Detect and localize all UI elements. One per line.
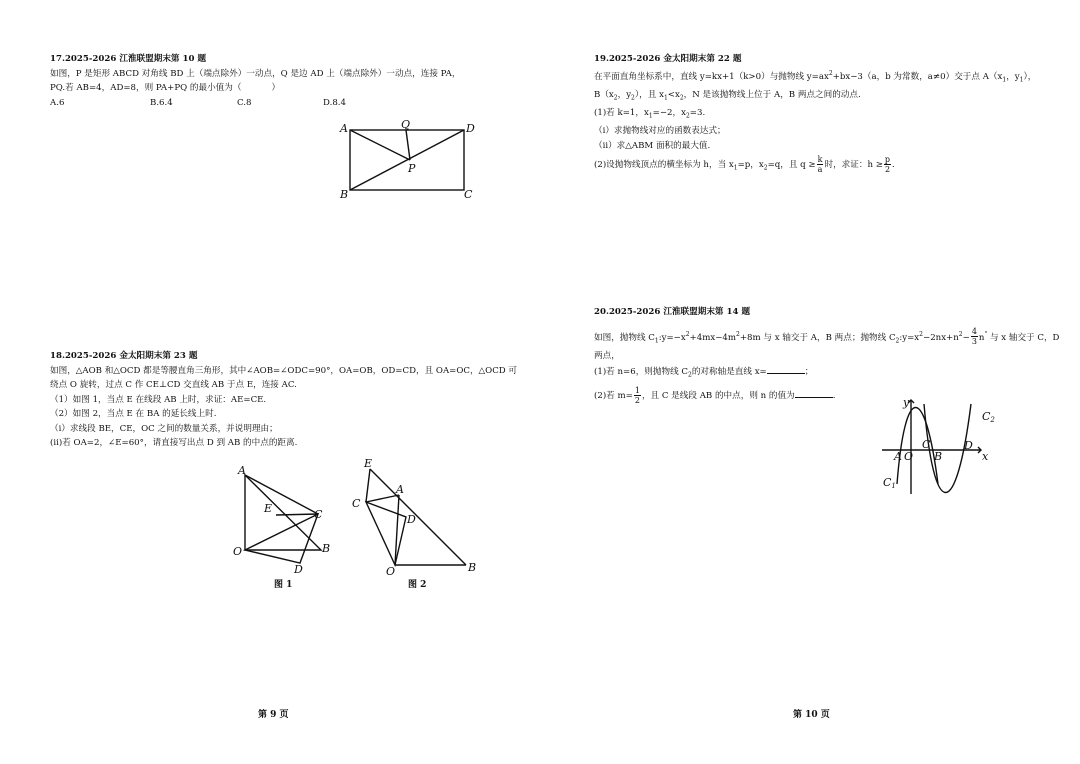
q20-label-y: y	[903, 396, 910, 409]
q19-line4: （i）求抛物线对应的函数表达式；	[594, 126, 726, 137]
q17-label-a: A	[340, 122, 348, 135]
q18-figure-2	[348, 457, 488, 592]
page-number-9: 第 9 页	[258, 710, 289, 720]
q20-label-a: A	[894, 450, 902, 463]
option-b: B.6.4	[150, 97, 173, 108]
option-d: D.8.4	[323, 97, 346, 108]
page-number-10: 第 10 页	[793, 710, 830, 720]
q20-label-x: x	[982, 450, 989, 463]
q19-line5: （ii）求△ABM 面积的最大值.	[594, 140, 711, 151]
question-20	[594, 305, 1059, 405]
q17-line1: 如图，P 是矩形 ABCD 对角线 BD 上（端点除外）一动点，Q 是边 AD 上（端点除外）一动点，连接 PA，	[50, 68, 461, 79]
q18-line1: 如图，△AOB 和△OCD 都是等腰直角三角形，其中∠AOB=∠ODC=90°，OA=OB，OD=CD，且 OA=OC，△OCD 可	[50, 365, 518, 376]
q18-figure-1	[228, 460, 348, 592]
q20-line2: 两点，	[594, 350, 620, 361]
fig1-label-e: E	[264, 502, 273, 515]
fig1-label-a: A	[238, 464, 246, 477]
q20-label-c2: C2	[982, 410, 995, 424]
q17-label-p: P	[408, 162, 416, 175]
q18-line5: （i）求线段 BE，CE，OC 之间的数量关系，并说明理由；	[50, 423, 278, 434]
q20-header: 20.2025-2026 江淮联盟期末第 14 题	[594, 307, 751, 317]
q20-label-d: D	[964, 439, 973, 452]
page-10	[540, 0, 1080, 764]
fig1-caption: 图 1	[274, 580, 293, 590]
fig2-label-c: C	[352, 497, 361, 510]
question-18	[50, 349, 517, 451]
question-17	[50, 52, 460, 110]
question-19	[594, 52, 1036, 176]
q18-line4: （2）如图 2，当点 E 在 BA 的延长线上时.	[50, 409, 217, 419]
fig1-label-d: D	[294, 563, 303, 576]
q20-label-o: O	[904, 450, 914, 463]
fraction-1-over-2: $\frac{1}{2}$	[634, 386, 640, 406]
q17-label-b: B	[340, 188, 349, 201]
q17-label-d: D	[466, 122, 475, 135]
fig2-label-o: O	[386, 565, 396, 578]
fig2-label-d: D	[407, 513, 416, 526]
fig2-caption: 图 2	[408, 580, 427, 590]
q20-label-c: C	[922, 438, 931, 451]
fig1-label-c: C	[314, 508, 323, 521]
q20-line1: 如图，抛物线 $C_1:y=-x^2+4mx-4m^2+8m$ 与 x 轴交于 A，B 两点；抛物线 $C_2:y=x^2-2nx+n^2-$ $\frac{4}{3}$ n" 与 x 轴交于 C，D	[594, 327, 1060, 347]
fig1-label-o: O	[233, 545, 243, 558]
answer-blank-1[interactable]	[767, 364, 805, 374]
q19-line3: (1)若 k=1，$x_1=-2$，$x_2=3$.	[594, 107, 706, 120]
q17-header: 17.2025-2026 江淮联盟期末第 10 题	[50, 54, 207, 64]
fraction-4-over-3: $\frac{4}{3}$	[971, 327, 977, 347]
option-c: C.8	[237, 97, 252, 108]
fig2-label-b: B	[468, 561, 477, 574]
q20-line3: (1)若 n=6，则抛物线 $C_2$的对称轴是直线 x= ；	[594, 364, 1059, 383]
q17-options	[50, 96, 460, 111]
q18-header: 18.2025-2026 金太阳期末第 23 题	[50, 351, 198, 361]
fraction-k-over-a: $\frac{k}{a}$	[817, 155, 823, 175]
q19-line1: 在平面直角坐标系中，直线 y=kx+1（k>0）与抛物线 $y=ax^2+bx-3(a$，b 为常数，a≠0）交于点 $A(x_1$，$y_1$），	[594, 69, 1037, 84]
fig2-label-e: E	[364, 457, 373, 470]
q19-line2: $B(x_2$，$y_2$），且 $x_1<x_2$，N 是该抛物线上位于 A，B 两点之间的动点.	[594, 89, 861, 102]
q20-label-b: B	[934, 450, 943, 463]
fraction-p-over-2: $\frac{p}{2}$	[884, 155, 891, 175]
q17-rectangle-figure	[338, 118, 478, 200]
q20-line4: (2)若 m= $\frac{1}{2}$ ，且 C 是线段 AB 的中点，则 n 的值为 .	[594, 386, 836, 406]
q18-line6: (ii)若 OA=2，∠E=60°，请直接写出点 D 到 AB 的中点的距离.	[50, 438, 298, 448]
q17-label-c: C	[464, 188, 473, 201]
fig2-label-a: A	[396, 483, 404, 496]
answer-blank-2[interactable]	[795, 388, 833, 398]
q19-line6: (2)设抛物线顶点的横坐标为 h，当 $x_1=p$，$x_2=q$，且 q ≥ $\frac{k}{a}$ 时，求证：h ≥ $\frac{p}{2}$ .	[594, 155, 895, 175]
q17-line2: PQ.若 AB=4，AD=8，则 PA+PQ 的最小值为（ ）	[50, 83, 281, 93]
q18-line3: （1）如图 1，当点 E 在线段 AB 上时，求证：AE=CE.	[50, 394, 267, 405]
option-a: A.6	[50, 97, 65, 108]
q19-header: 19.2025-2026 金太阳期末第 22 题	[594, 54, 742, 64]
q18-line2: 绕点 O 旋转，过点 C 作 CE⊥CD 交直线 AB 于点 E，连接 AC.	[50, 380, 297, 390]
fig1-label-b: B	[322, 542, 331, 555]
q20-parabola-figure	[878, 392, 998, 502]
q17-label-q: Q	[401, 118, 411, 131]
q20-label-c1: C1	[883, 476, 896, 490]
